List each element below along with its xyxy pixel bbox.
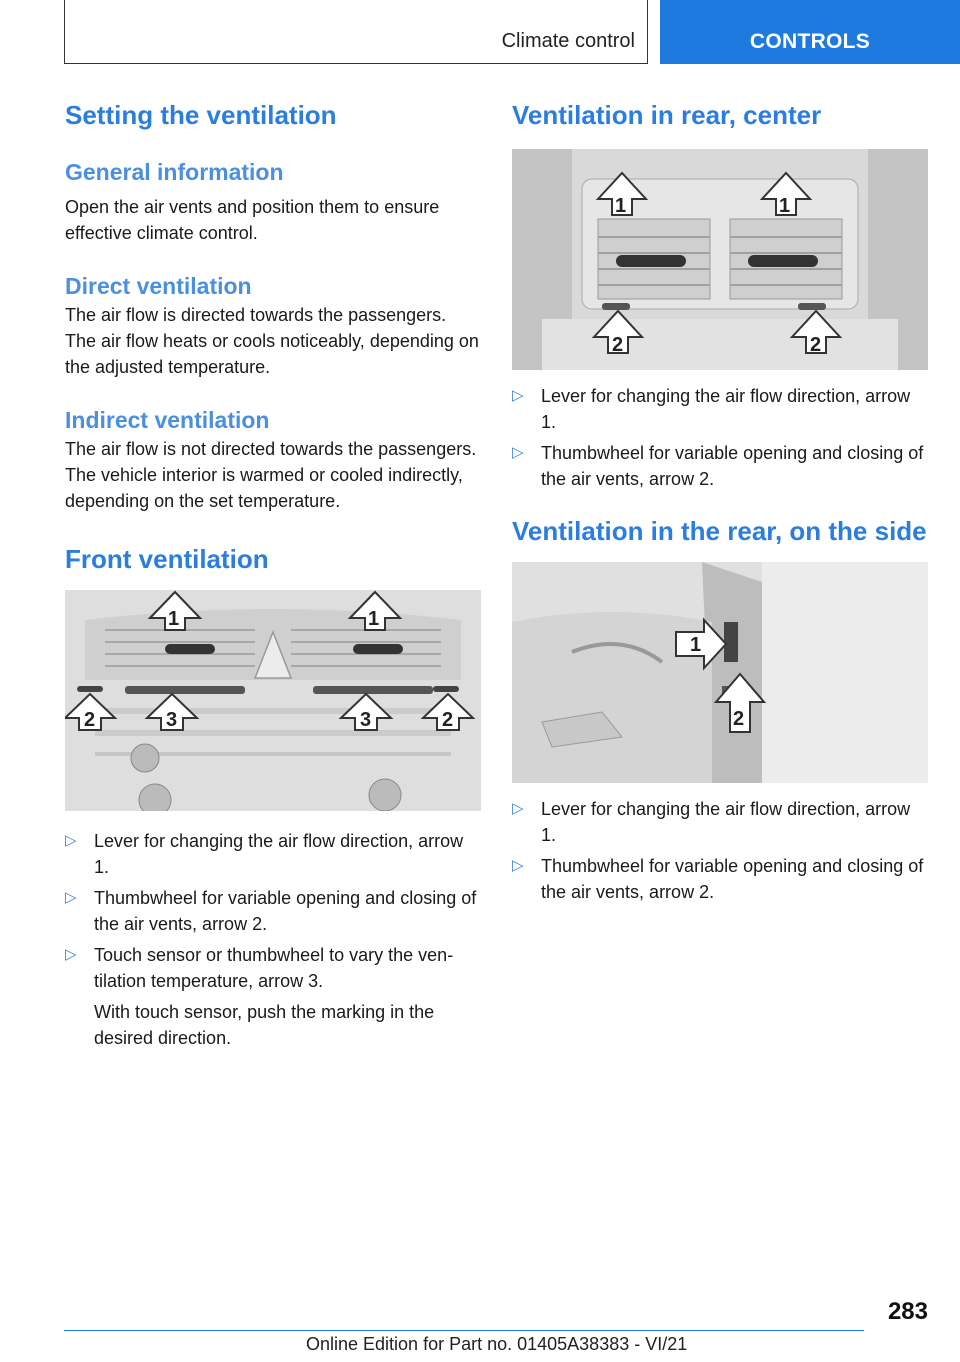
triangle-right-icon: ▷ xyxy=(65,946,77,963)
right-column xyxy=(512,100,928,910)
side-figure-label-2: 2 xyxy=(733,708,745,730)
footer-edition-text: Online Edition for Part no. 01405A38383 - VI/21 xyxy=(306,1334,688,1354)
text-general-information: Open the air vents and position them to ensure effective climate control. xyxy=(65,197,440,243)
triangle-right-icon: ▷ xyxy=(65,832,77,849)
front-figure-label-1b: 1 xyxy=(368,608,380,630)
text-direct-ventilation: The air flow is directed towards the passengers. The air flow heats or cools noticeably, depending on the adjusted temperature. xyxy=(65,305,479,377)
front-figure-label-2b: 2 xyxy=(442,709,454,731)
left-column xyxy=(65,100,481,1051)
list-item xyxy=(65,828,481,880)
front-figure-label-3a: 3 xyxy=(166,709,178,731)
heading-ventilation-rear-side: Ventilation in the rear, on the side xyxy=(512,516,927,546)
section-title-setting-ventilation: Setting the ventilation xyxy=(65,100,337,130)
rear-side-ventilation-image xyxy=(512,562,928,783)
front-figure-label-1a: 1 xyxy=(168,608,180,630)
list-item-text: Thumbwheel for variable opening and closing of the air vents, arrow 2. xyxy=(541,856,924,902)
rear-side-list xyxy=(512,796,928,905)
list-item-text: Lever for changing the air flow direction, arrow 1. xyxy=(94,831,464,877)
triangle-right-icon: ▷ xyxy=(512,800,524,817)
list-item-text: Thumbwheel for variable opening and closing of the air vents, arrow 2. xyxy=(541,443,924,489)
triangle-right-icon: ▷ xyxy=(512,387,524,404)
list-item-text: Touch sensor or thumbwheel to vary the ventilation temperature, arrow 3. xyxy=(94,945,454,991)
front-ventilation-illustration xyxy=(65,590,481,811)
header-section-title: CONTROLS xyxy=(749,30,871,53)
footer-divider xyxy=(64,1330,864,1331)
header-chapter-box xyxy=(64,0,648,64)
side-figure-label-1: 1 xyxy=(690,634,702,656)
rear-side-illustration xyxy=(512,562,928,783)
triangle-right-icon: ▷ xyxy=(512,857,524,874)
center-figure-label-1b: 1 xyxy=(779,195,791,217)
rear-center-list xyxy=(512,383,928,492)
heading-indirect-ventilation: Indirect ventilation xyxy=(65,407,270,433)
center-figure-label-2a: 2 xyxy=(612,334,624,356)
text-indirect-ventilation: The air flow is not directed towards the passengers. The vehicle interior is warmed or cooled indirectly, depending on the set temperature. xyxy=(65,439,477,511)
list-item-text: Lever for changing the air flow direction, arrow 1. xyxy=(541,799,911,845)
list-item xyxy=(512,383,928,435)
heading-ventilation-rear-center: Ventilation in rear, center xyxy=(512,100,822,130)
list-item xyxy=(512,440,928,492)
front-ventilation-note: With touch sensor, push the marking in the desired direction. xyxy=(94,1002,435,1048)
heading-general-information: General information xyxy=(65,159,284,185)
list-item xyxy=(512,796,928,848)
list-item xyxy=(65,942,481,994)
center-figure-label-1a: 1 xyxy=(615,195,627,217)
front-figure-label-2a: 2 xyxy=(84,709,96,731)
triangle-right-icon: ▷ xyxy=(512,444,524,461)
rear-center-illustration xyxy=(512,149,928,370)
header-section-tab[interactable] xyxy=(660,0,960,64)
heading-front-ventilation: Front ventilation xyxy=(65,544,269,574)
rear-center-ventilation-image xyxy=(512,149,928,370)
list-item xyxy=(512,853,928,905)
front-ventilation-image xyxy=(65,590,481,811)
front-figure-label-3b: 3 xyxy=(360,709,372,731)
heading-direct-ventilation: Direct ventilation xyxy=(65,273,252,299)
list-item xyxy=(65,885,481,937)
center-figure-label-2b: 2 xyxy=(810,334,822,356)
list-item-text: Lever for changing the air flow direction, arrow 1. xyxy=(541,386,911,432)
header-chapter-title: Climate control xyxy=(501,30,635,52)
page-number: 283 xyxy=(887,1298,928,1325)
list-item-text: Thumbwheel for variable opening and closing of the air vents, arrow 2. xyxy=(94,888,477,934)
front-ventilation-list xyxy=(65,828,481,994)
triangle-right-icon: ▷ xyxy=(65,889,77,906)
